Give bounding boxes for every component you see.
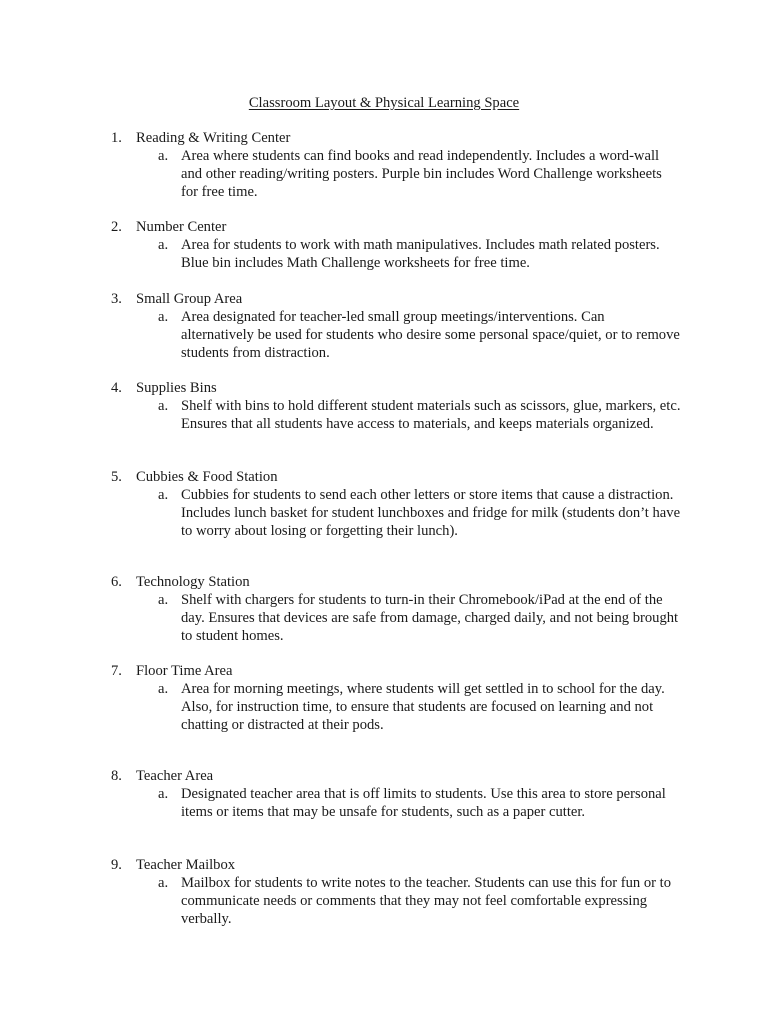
- list-item-supplies-bins: [0, 379, 768, 433]
- sub-item: [0, 785, 768, 821]
- list-item-heading: [0, 218, 768, 236]
- list-item-teacher-area: [0, 767, 768, 821]
- list-item-label: Number Center: [136, 219, 227, 235]
- list-item-heading: [0, 379, 768, 397]
- sub-item-description: Shelf with bins to hold different student materials such as scissors, glue, markers, etc. Ensures that all students have access to materials, and keeps materials organized.: [181, 398, 681, 432]
- list-item-label: Small Group Area: [136, 291, 243, 307]
- list-item-heading: [0, 662, 768, 680]
- sub-item-letter: a.: [158, 148, 169, 164]
- sub-item-description: Area for students to work with math manipulatives. Includes math related posters. Blue bin includes Math Challenge worksheets for free time.: [181, 237, 660, 271]
- list-item-heading: [0, 767, 768, 785]
- list-item-heading: [0, 129, 768, 147]
- list-item-small-group-area: [0, 290, 768, 362]
- sub-item: [0, 308, 768, 362]
- list-item-label: Teacher Area: [136, 768, 214, 784]
- sub-item-description: Designated teacher area that is off limits to students. Use this area to store personal items or items that may be unsafe for students, such as a paper cutter.: [181, 786, 666, 820]
- list-item-label: Reading & Writing Center: [136, 130, 291, 146]
- list-item-heading: [0, 856, 768, 874]
- list-item-cubbies-food-station: [0, 468, 768, 540]
- sub-item-letter: a.: [158, 487, 169, 503]
- list-item-teacher-mailbox: [0, 856, 768, 928]
- sub-item-letter: a.: [158, 398, 169, 414]
- list-item-label: Teacher Mailbox: [136, 857, 236, 873]
- list-item-number: 5.: [111, 469, 122, 485]
- sub-item: [0, 680, 768, 734]
- list-item-reading-writing-center: [0, 129, 768, 201]
- list-item-label: Technology Station: [136, 574, 250, 590]
- sub-item: [0, 236, 768, 272]
- sub-item-letter: a.: [158, 592, 169, 608]
- sub-item-letter: a.: [158, 875, 169, 891]
- sub-item-letter: a.: [158, 237, 169, 253]
- document-title: Classroom Layout & Physical Learning Space: [248, 95, 520, 111]
- list-item-number: 7.: [111, 663, 122, 679]
- sub-item-description: Area where students can find books and read independently. Includes a word-wall and other reading/writing posters. Purple bin includes Word Challenge worksheets for free time.: [181, 148, 662, 200]
- list-item-label: Floor Time Area: [136, 663, 233, 679]
- list-item-heading: [0, 468, 768, 486]
- list-item-floor-time-area: [0, 662, 768, 734]
- sub-item-letter: a.: [158, 786, 169, 802]
- list-item-number: 3.: [111, 291, 122, 307]
- sub-item: [0, 486, 768, 540]
- list-item-number: 6.: [111, 574, 122, 590]
- list-item-technology-station: [0, 573, 768, 645]
- sub-item: [0, 147, 768, 201]
- list-item-number: 4.: [111, 380, 122, 396]
- list-item-number: 1.: [111, 130, 122, 146]
- list-item-label: Cubbies & Food Station: [136, 469, 278, 485]
- list-item-number-center: [0, 218, 768, 272]
- sub-item-description: Area for morning meetings, where students will get settled in to school for the day. Also, for instruction time, to ensure that students are focused on learning and not chatting or distracted at their pods.: [181, 681, 665, 733]
- sub-item: [0, 591, 768, 645]
- sub-item-description: Cubbies for students to send each other letters or store items that cause a distraction. Includes lunch basket for student lunchboxes and fridge for milk (students don’t have to worry about losing or forgetting their lunch).: [181, 487, 681, 539]
- sub-item: [0, 874, 768, 928]
- sub-item-letter: a.: [158, 681, 169, 697]
- sub-item-description: Shelf with chargers for students to turn-in their Chromebook/iPad at the end of the day. Ensures that devices are safe from damage, charged daily, and not being brought to student homes.: [181, 592, 679, 644]
- list-item-number: 2.: [111, 219, 122, 235]
- sub-item-description: Mailbox for students to write notes to the teacher. Students can use this for fun or to communicate needs or comments that they may not feel comfortable expressing verbally.: [181, 875, 672, 927]
- sub-item-description: Area designated for teacher-led small group meetings/interventions. Can alternatively be used for students who desire some personal space/quiet, or to remove students from distraction.: [181, 309, 680, 361]
- list-item-heading: [0, 573, 768, 591]
- list-item-number: 8.: [111, 768, 122, 784]
- list-item-label: Supplies Bins: [136, 380, 217, 396]
- sub-item: [0, 397, 768, 433]
- list-item-number: 9.: [111, 857, 122, 873]
- sub-item-letter: a.: [158, 309, 169, 325]
- list-item-heading: [0, 290, 768, 308]
